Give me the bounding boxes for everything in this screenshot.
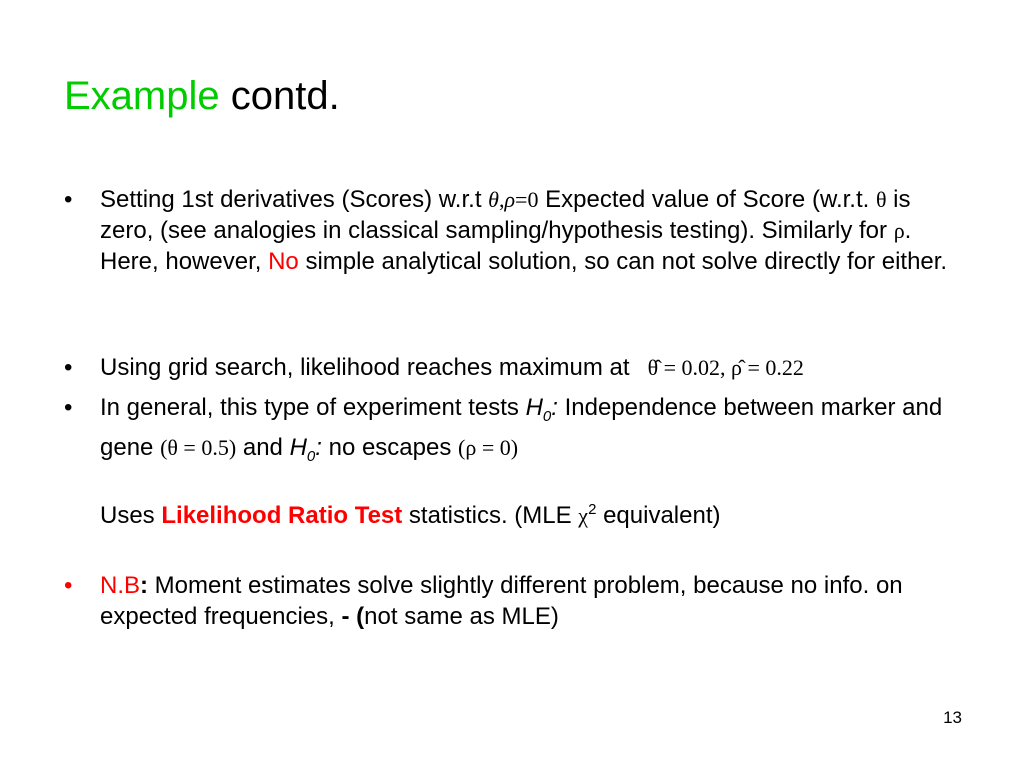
h0-symbol: $H_0$: <box>525 394 558 425</box>
slide-title <box>64 72 340 120</box>
bullet-scores: • Setting 1st derivatives (Scores) w.r.t θ,ρ=0 Expected value of Score (w.r.t. θ is zero, (see analogies in classical sampling/hypothesis testing). Similarly for ρ. Here, however, No simple analytical solution, so can not solve directly for either. <box>64 186 948 275</box>
bullet-text: Using grid search, likelihood reaches maximum at <box>100 354 630 381</box>
rho-formula: (ρ = 0) <box>458 434 519 460</box>
bullet-general: • In general, this type of experiment tests $H_0$: Independence between marker and gene (θ = 0.5) and $H_0$: no escapes (ρ = 0) <box>64 394 943 465</box>
chi-superscript: 2 <box>588 501 597 518</box>
title-rest: contd. <box>219 74 340 118</box>
bullet-grid-search <box>64 352 964 383</box>
bullet-marker: • <box>64 186 73 213</box>
rho-symbol: ρ <box>893 218 905 243</box>
bullet-nb: • N.B: Moment estimates solve slightly different problem, because no info. on expected frequencies, - (not same as MLE) <box>64 572 903 630</box>
title-accent: Example <box>64 74 220 118</box>
no-highlight: No <box>268 248 299 275</box>
nb-label: N.B <box>100 572 141 599</box>
bullet-marker: • <box>64 572 73 599</box>
bullet-text: Setting 1st derivatives (Scores) w.r.t <box>100 186 489 213</box>
page-number: 13 <box>943 708 962 727</box>
lrt-line: Uses Likelihood Ratio Test statistics. (MLE $\chi^2$ equivalent) <box>100 501 721 529</box>
mle-formula: θ̂ = 0.02, ρ̂ = 0.22 <box>647 355 804 380</box>
chi-symbol: χ <box>578 503 589 528</box>
theta-formula: (θ = 0.5) <box>160 434 237 460</box>
inline-equation: θ,ρ=0 <box>488 187 539 212</box>
theta-symbol: θ <box>875 187 887 212</box>
lrt-highlight: Likelihood Ratio Test <box>161 502 403 529</box>
h0-symbol: $H_0$: <box>289 433 322 465</box>
bullet-marker: • <box>64 354 73 381</box>
bullet-marker: • <box>64 394 73 421</box>
